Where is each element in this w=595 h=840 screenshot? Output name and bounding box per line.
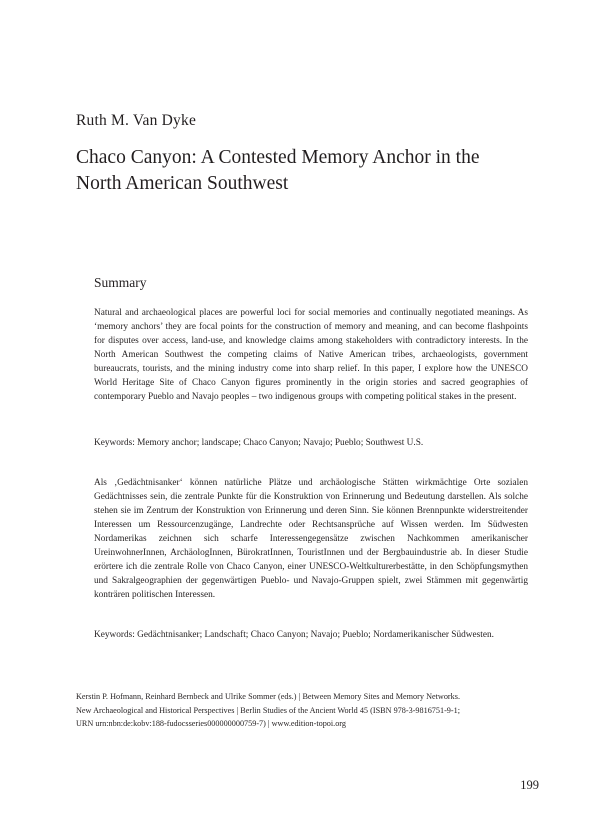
abstract-german: Als ‚Gedächtnisanker‘ können natürliche Plätze und archäologische Stätten wirkmächtige Orte sozialen Gedächtnisses sein, die zentrale Punkte für die Konstruktion von Erinnerung und Bedeutung darstellen. Als solche stehen sie im Zentrum der Konstruktion von Erinnerung und deren Sinn. Sie können Brennpunkte widerstreitender Interessen um Ressourcenzugänge, Landrechte oder Rechtsansprüche auf Wissen werden. Im Südwesten Nordamerikas zeichnen sich scharfe Interessengegensätze zwischen Nachkommen amerikanischer UreinwohnerInnen, ArchäologInnen, BürokratInnen, TouristInnen und der Bergbauindustrie ab. In dieser Studie erörtere ich die zentrale Rolle von Chaco Canyon, einer UNESCO-Weltkulturerbestätte, in den Schöpfungsmythen und Sakralgeographien der gegenwärtigen Pueblo- und Navajo-Gruppen spielt, zwei Stämmen mit gegenwärtig konträren politischen Interessen.	[94, 478, 528, 600]
citation-footer: Kerstin P. Hofmann, Reinhard Bernbeck and Ulrike Sommer (eds.) | Between Memory Sites and Memory Networks. New Archaeological and Historical Perspectives | Berlin Studies of the Ancient World 45 (ISBN 978-3-9816751-9-1; URN urn:nbn:de:kobv:188-fudocsseries000000000759-7) | www.edition-topoi.org	[76, 692, 460, 728]
paper-title: Chaco Canyon: A Contested Memory Anchor in the North American Southwest	[76, 147, 480, 194]
summary-heading: Summary	[94, 275, 147, 290]
page-number: 199	[520, 778, 539, 792]
keywords-german: Keywords: Gedächtnisanker; Landschaft; Chaco Canyon; Navajo; Pueblo; Nordamerikanischer Südwesten.	[94, 630, 494, 640]
author-name: Ruth M. Van Dyke	[76, 112, 197, 129]
keywords-english: Keywords: Memory anchor; landscape; Chaco Canyon; Navajo; Pueblo; Southwest U.S.	[94, 438, 424, 448]
abstract-english: Natural and archaeological places are powerful loci for social memories and continually negotiated meanings. As ‘memory anchors’ they are focal points for the construction of memory and meaning, and can become flashpoints for disputes over access, land-use, and knowledge claims among stakeholders with contradictory interests. In the North American Southwest the competing claims of Native American tribes, archaeologists, government bureaucrats, tourists, and the mining industry come into sharp relief. In this paper, I explore how the UNESCO World Heritage Site of Chaco Canyon figures prominently in the origin stories and sacred geographies of contemporary Pueblo and Navajo peoples – two indigenous groups with competing political stakes in the present.	[94, 308, 528, 402]
